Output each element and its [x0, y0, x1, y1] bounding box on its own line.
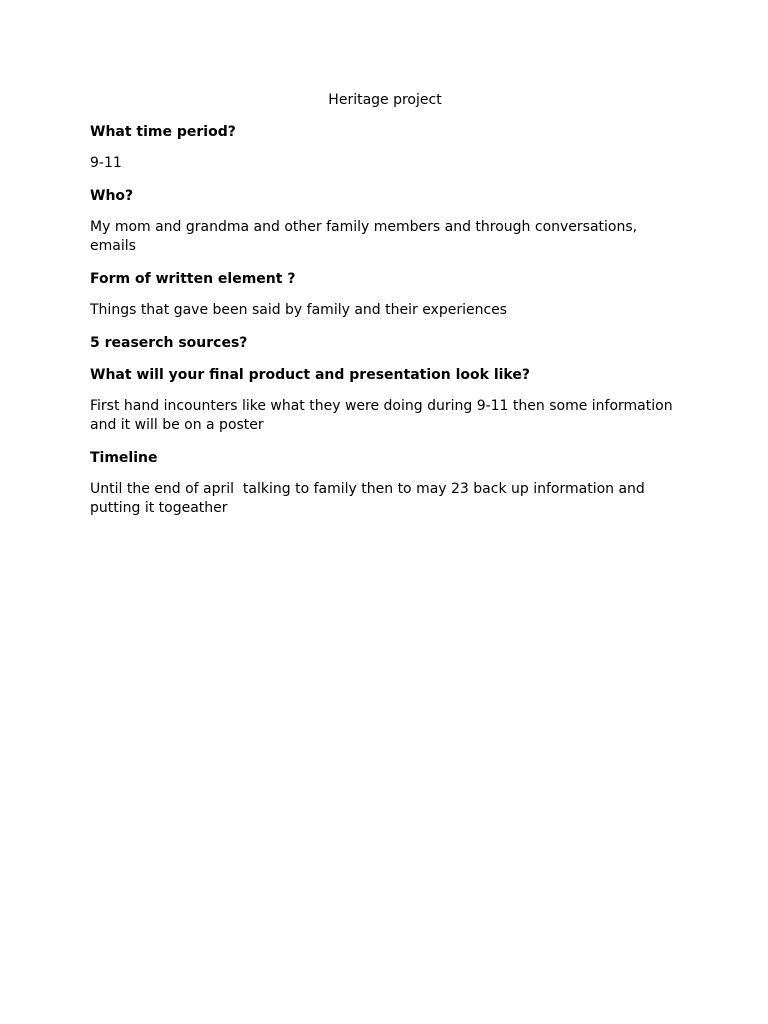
answer-timeline: Until the end of april talking to family then to may 23 back up information and putting it togeather	[90, 481, 650, 516]
question-time-period: What time period?	[90, 124, 236, 140]
question-research-sources: 5 reaserch sources?	[90, 335, 248, 351]
question-who: Who?	[90, 188, 134, 204]
question-final-product: What will your final product and presentation look like?	[90, 367, 530, 383]
answer-time-period: 9-11	[90, 155, 122, 171]
question-written-element: Form of written element ?	[90, 271, 296, 287]
question-timeline: Timeline	[90, 450, 158, 466]
answer-final-product: First hand incounters like what they were doing during 9-11 then some information and it will be on a poster	[90, 398, 678, 433]
document-title: Heritage project	[328, 92, 442, 108]
document-body	[90, 90, 680, 531]
answer-who: My mom and grandma and other family members and through conversations, emails	[90, 219, 642, 254]
answer-written-element: Things that gave been said by family and their experiences	[90, 302, 508, 318]
